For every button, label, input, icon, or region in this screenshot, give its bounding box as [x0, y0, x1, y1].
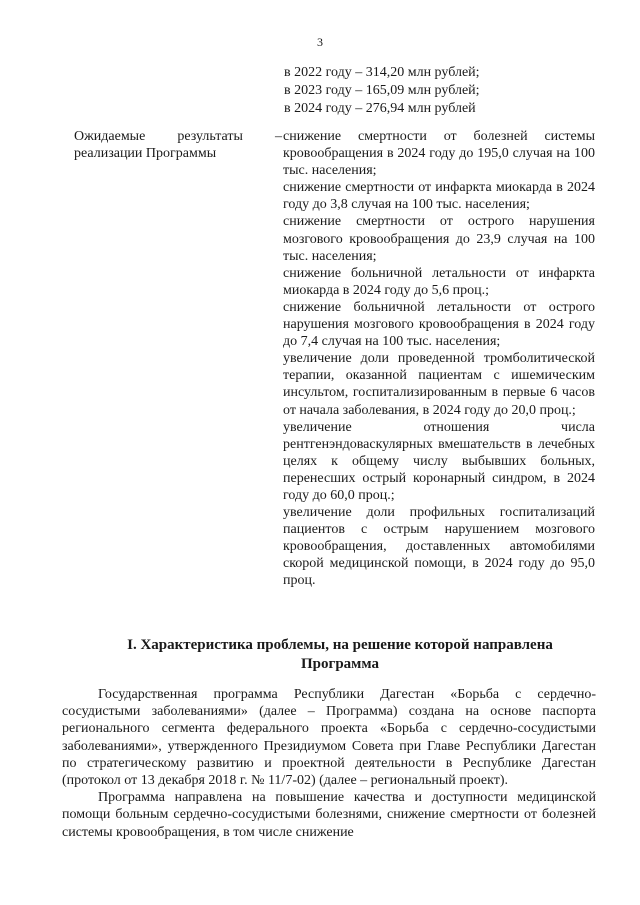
result-item: снижение смертности от инфаркта миокарда в 2024 году до 3,8 случая на 100 тыс. населения; — [283, 180, 595, 213]
body-text — [62, 686, 596, 841]
page-number: 3 — [317, 35, 323, 49]
paragraph: Государственная программа Республики Дагестан «Борьба с сердечно-сосудистыми заболеваниями» (далее – Программа) создана на основе паспорта регионального сегмента федерального проекта «Борьба с сердечно-сосудистыми заболеваниями», утвержденного Президиумом Совета при Главе Республики Дагестан по стратегическому развитию и проектной деятельности в Республике Дагестан (протокол от 13 декабря 2018 г. № 11/7-02) (далее – региональный проект). — [62, 687, 596, 789]
funding-line-2023: в 2023 году – 165,09 млн рублей; — [284, 83, 480, 98]
section-title: I. Характеристика проблемы, на решение которой направлена Программа — [127, 637, 553, 672]
expected-results-label-line2: реализации Программы — [74, 146, 217, 161]
result-item: снижение смертности от острого нарушения мозгового кровообращения до 23,9 случая на 100 тыс. населения; — [283, 214, 595, 264]
result-item: снижение больничной летальности от острого нарушения мозгового кровообращения в 2024 году до 7,4 случая на 100 тыс. населения; — [283, 299, 595, 350]
funding-list — [284, 64, 604, 118]
paragraph: Программа направлена на повышение качества и доступности медицинской помощи больным сердечно-сосудистыми болезнями, снижение смертности от болезней системы кровообращения, в том числе снижение — [62, 790, 596, 840]
result-item: увеличение доли профильных госпитализаций пациентов с острым нарушением мозгового кровообращения, доставленных автомобилями скорой медицинской помощи, в 2024 году до 95,0 проц. — [283, 505, 595, 589]
funding-line-2024: в 2024 году – 276,94 млн рублей — [284, 101, 476, 116]
funding-line-2022: в 2022 году – 314,20 млн рублей; — [284, 65, 480, 80]
result-item: снижение больничной летальности от инфаркта миокарда в 2024 году до 5,6 проц.; — [283, 265, 595, 298]
expected-results-label — [74, 128, 282, 162]
result-item: увеличение доли проведенной тромболитической терапии, оказанной пациентам с ишемическим инсультом, госпитализированным в первые 6 часов от начала заболевания, в 2024 году до 20,0 проц.; — [283, 351, 595, 418]
expected-results-list — [283, 128, 595, 590]
result-item: снижение смертности от болезней системы кровообращения в 2024 году до 195,0 случая на 100 тыс. населения; — [283, 129, 595, 179]
expected-results-label-line1: Ожидаемые результаты – — [74, 129, 282, 144]
result-item: увеличение отношения числа рентгенэндоваскулярных вмешательств в лечебных целях к общему числу выбывших больных, перенесших острый коронарный синдром, в 2024 году до 60,0 проц.; — [283, 419, 595, 503]
